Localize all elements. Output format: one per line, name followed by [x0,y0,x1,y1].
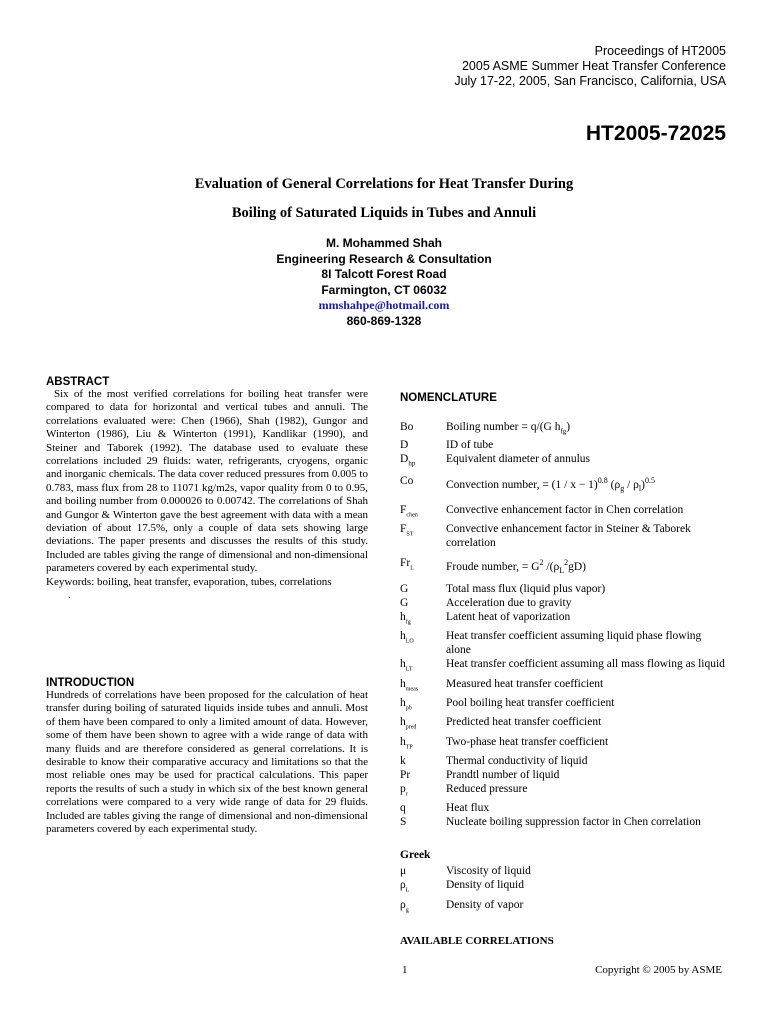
proceedings-line-2: 2005 ASME Summer Heat Transfer Conference [461,59,726,73]
nom-item [400,801,725,815]
nom-item [400,471,725,499]
nom-definition: Prandtl number of liquid [446,768,560,781]
introduction-section [46,677,368,836]
nom-definition: Froude number, = $G^2$ $/(\rho_L^2gD)$ [446,558,586,576]
abstract-section [46,376,368,602]
greek-symbol: $\rho_L$ [400,879,410,894]
greek-definition: Density of vapor [446,898,524,911]
abstract-dot: . [68,589,71,602]
nom-definition: Predicted heat transfer coefficient [446,716,602,729]
nom-item [400,815,725,829]
nom-symbol: Pr [400,768,411,781]
author-affiliation: Engineering Research & Consultation [276,251,492,266]
introduction-text: Hundreds of correlations have been proposed for the calculation of heat transfer during boiling of saturated liquids inside tubes and annuli. Most of them have been compared to only a limited amount of data. However, some of them have been shown to agree with a wide range of data with many fluids and are therefore considered as general correlations. It is desirable to know their comparative accuracy and limitations so that the most reliable ones may be used for practical calculations. This paper reports the results of such a study in which six of the best known general correlations were compared to a very wide range of data for 29 fluids. Included are tables giving the range of dimensional and non-dimensional parameters covered by each experimental study. [46,689,368,836]
nomenclature-section [400,392,725,947]
nom-definition: Boiling number = q/(G $h_{fg}$) [446,421,571,436]
nom-definition: Latent heat of vaporization [446,611,571,624]
nom-item [400,696,725,715]
proceedings-header [366,44,726,89]
greek-symbol: μ [400,865,407,878]
nom-symbol: $h_{pb}$ [400,697,412,712]
paper-title [0,170,768,228]
nom-item [400,610,725,629]
nom-item [400,735,725,754]
abstract-heading: ABSTRACT [46,376,110,388]
nom-symbol: Bo [400,421,414,433]
nom-item [400,452,725,470]
author-street: 8I Talcott Forest Road [321,267,447,281]
author-phone: 860-869-1328 [346,313,422,328]
nom-symbol: q [400,802,406,815]
proceedings-line-3: July 17-22, 2005, San Francisco, California, USA [454,74,726,88]
nom-definition: Convective enhancement factor in Chen correlation [446,503,684,516]
nom-definition: Convective enhancement factor in Steiner & Taborek correlation [446,523,691,550]
nom-item [400,754,725,768]
nom-item [400,629,725,657]
nom-symbol: $h_{pred}$ [400,716,417,731]
greek-list [400,864,725,917]
nom-definition: Heat transfer coefficient assuming liquid phase flowing alone [446,630,702,657]
nom-symbol: Co [400,474,414,487]
greek-item [400,878,725,897]
author-city: Farmington, CT 06032 [321,282,447,297]
nom-item [400,420,725,438]
nom-definition: Convection number, = $(1 / x - 1)^{0.8}$ $(\rho_g / \rho_l)^{0.5}$ [446,475,655,493]
nom-symbol: S [400,816,407,829]
title-line-1: Evaluation of General Correlations for Heat Transfer During [194,176,574,192]
nom-symbol: $h_{LO}$ [400,630,414,645]
nom-item [400,715,725,734]
nom-definition: Acceleration due to gravity [446,597,572,610]
nom-item [400,438,725,452]
greek-definition: Viscosity of liquid [446,865,531,878]
nom-symbol: D [400,439,409,452]
nomenclature-heading: NOMENCLATURE [400,392,497,404]
nom-definition: Equivalent diameter of annulus [446,453,591,466]
nom-definition: Reduced pressure [446,782,528,795]
nom-symbol: $F_{ST}$ [400,523,414,538]
greek-item [400,898,725,917]
nom-definition: Heat transfer coefficient assuming all mass flowing as liquid [446,658,725,671]
nom-symbol: $h_{meas}$ [400,677,419,693]
nom-definition: Heat flux [446,802,490,815]
greek-symbol: $\rho_g$ [400,898,409,913]
nom-symbol: $h_{TP}$ [400,735,413,750]
nom-symbol: $D_{hp}$ [400,453,416,468]
author-email-link[interactable]: mmshahpe@hotmail.com [318,298,450,312]
proceedings-line-1: Proceedings of HT2005 [594,44,726,58]
author-name: M. Mohammed Shah [325,236,442,250]
nom-symbol: k [400,754,406,767]
nom-definition: Pool boiling heat transfer coefficient [446,697,615,710]
page-number: 1 [402,964,408,976]
available-correlations-heading: AVAILABLE CORRELATIONS [400,934,554,947]
nom-definition: Thermal conductivity of liquid [446,754,588,767]
greek-heading: Greek [400,849,431,862]
nom-item [400,596,725,610]
nom-definition: Measured heat transfer coefficient [446,677,604,690]
nom-symbol: $Fr_L$ [400,557,414,572]
nom-item [400,522,725,550]
greek-definition: Density of liquid [446,879,524,892]
nom-definition: ID of tube [446,439,494,452]
nom-item [400,552,725,582]
author-block [0,236,768,329]
nom-item [400,677,725,696]
nom-symbol: G [400,583,409,596]
nom-symbol: G [400,597,409,610]
nom-symbol: $p_r$ [400,782,408,798]
nom-symbol: $h_{LT}$ [400,658,413,673]
nom-item [400,503,725,522]
greek-item [400,864,725,878]
title-line-2: Boiling of Saturated Liquids in Tubes and Annuli [231,205,537,221]
nom-item [400,582,725,596]
nom-item [400,782,725,801]
nom-symbol: $F_{chen}$ [400,503,418,519]
nom-definition: Nucleate boiling suppression factor in Chen correlation [446,816,701,829]
nom-definition: Total mass flux (liquid plus vapor) [446,583,606,596]
nom-item [400,657,725,676]
nomenclature-list [400,420,725,829]
nom-item [400,768,725,782]
paper-id: HT2005-72025 [585,122,726,145]
introduction-heading: INTRODUCTION [46,677,135,689]
nom-definition: Two-phase heat transfer coefficient [446,735,609,748]
copyright: Copyright © 2005 by ASME [595,964,722,976]
abstract-text: Six of the most verified correlations for boiling heat transfer were compared to data for horizontal and vertical tubes and annuli. The correlations evaluated were: Chen (1966), Shah (1982), Gungor and Winterton (1986), Liu & Winterton (1991), Kandlikar (1990), and Steiner and Taborek (1992). The database used to evaluate these correlations included 29 fluids: water, refrigerants, cryogens, organic and inorganic chemicals. The data cover reduced pressures from 0.005 to 0.783, mass flux from 28 to 11071 kg/m2s, vapor quality from 0 to 0.95, and boiling number from 0.000026 to 0.00742. The correlations of Shah and Gungor & Winterton gave the best agreement with data with a mean deviation of about 17.5%, only a couple of data sets showing large deviations. The paper presents and discusses the results of this study. Included are tables giving the range of dimensional and non-dimensional parameters covered by each experimental study. [46,388,368,575]
nom-symbol: $h_{fg}$ [400,611,411,626]
abstract-keywords: Keywords: boiling, heat transfer, evaporation, tubes, correlations [46,575,332,588]
